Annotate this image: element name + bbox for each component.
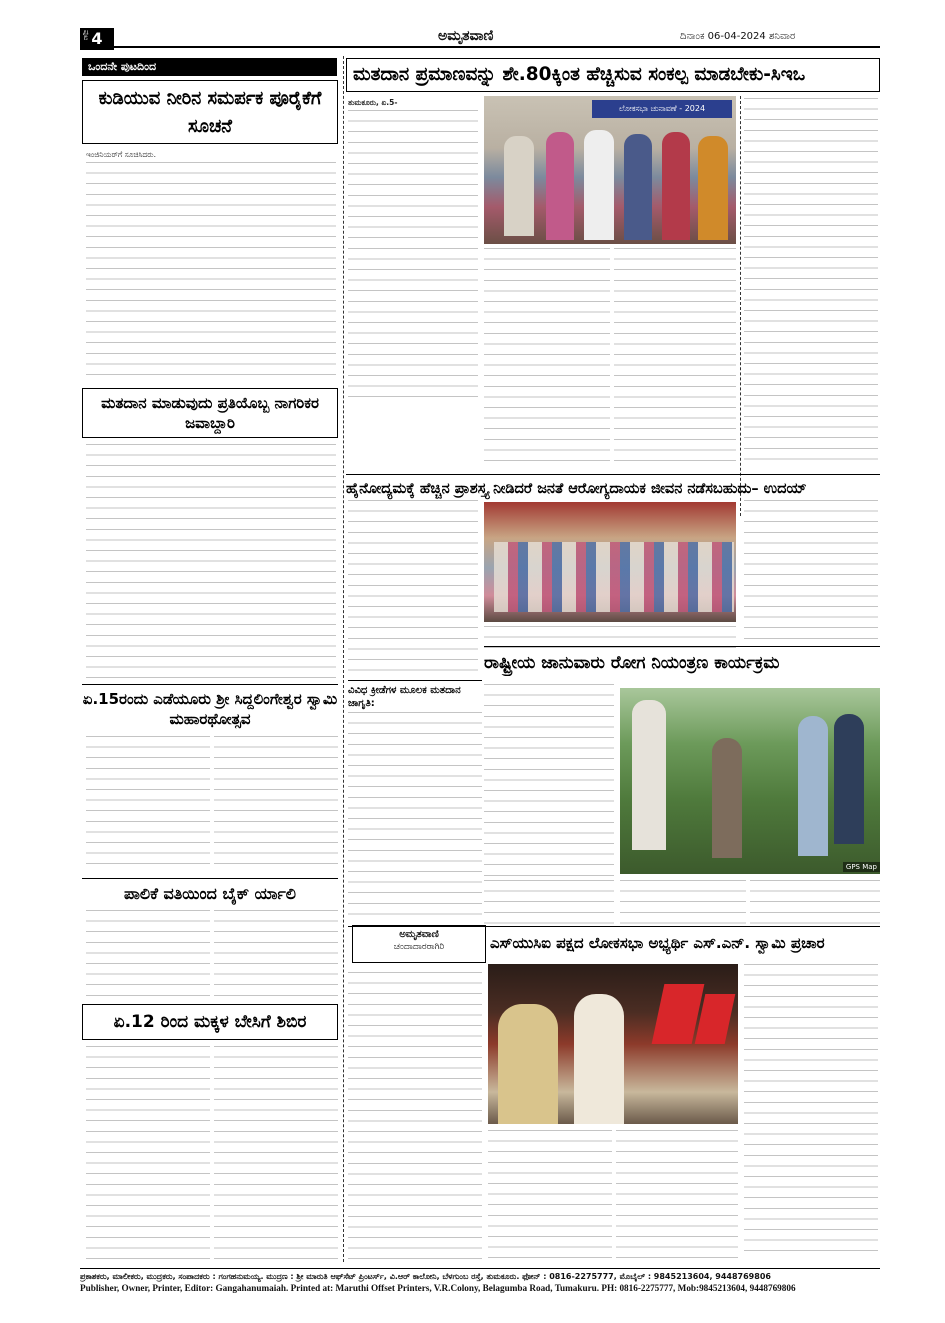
- voting-duty-body: [86, 444, 336, 678]
- person-figure: [834, 714, 864, 844]
- bike-rally-body-col1: [86, 910, 210, 996]
- person-figure: [798, 716, 828, 856]
- page-number: 4: [91, 29, 103, 48]
- column-divider: [343, 56, 344, 1262]
- person-figure: [498, 1004, 558, 1124]
- subscribe-subtitle: ಚಂದಾದಾರರಾಗಿರಿ: [393, 942, 445, 952]
- subscribe-title: ಅಮೃತವಾಣಿ: [399, 929, 439, 940]
- animal-disease-headline: ರಾಷ್ಟ್ರೀಯ ಜಾನುವಾರು ರೋಗ ನಿಯಂತ್ರಣ ಕಾರ್ಯಕ್ರಮ: [484, 653, 780, 673]
- footer-english: Publisher, Owner, Printer, Editor: Gangahanumaiah. Printed at: Maruthi Offset Printers, V.R.Colony, Belagumba Road, Tumakuru. PH: 0816-2275777, Mob:9845213604, 9448769806: [80, 1283, 796, 1293]
- column-divider: [740, 96, 741, 516]
- voting-duty-headline-box: [82, 388, 338, 438]
- water-article-body: [86, 162, 336, 382]
- ceo-article-body-col2: [484, 248, 610, 468]
- siddalingeshwara-body-col2: [214, 736, 338, 866]
- bike-rally-body-col2: [214, 910, 338, 996]
- siddalingeshwara-headline: ಏ.15ರಂದು ಎಡೆಯೂರು ಶ್ರೀ ಸಿದ್ದಲಿಂಗೇಶ್ವರ ಸ್ವಾಮಿ ಮಹಾರಥೋತ್ಸವ: [82, 690, 338, 728]
- sucic-body-col2: [488, 1130, 612, 1260]
- ceo-event-photo: [484, 96, 736, 244]
- sucic-body-col3: [616, 1130, 738, 1260]
- bike-rally-headline: ಪಾಲಿಕೆ ವತಿಯಿಂದ ಬೈಕ್ ರ್ಯಾಲಿ: [124, 884, 296, 903]
- person-figure: [504, 136, 534, 236]
- siddalingeshwara-headline-box: [82, 684, 338, 729]
- summer-camp-headline: ಏ.12 ರಿಂದ ಮಕ್ಕಳ ಬೇಸಿಗೆ ಶಿಬಿರ: [113, 1012, 307, 1032]
- sucic-headline: ಎಸ್‌ಯುಸಿಐ ಪಕ್ಷದ ಲೋಕಸಭಾ ಅಭ್ಯರ್ಥಿ ಎಸ್.ಎನ್. ಸ್ವಾಮಿ ಪ್ರಚಾರ: [490, 934, 825, 952]
- animal-disease-body-col3: [620, 880, 746, 924]
- ceo-article-body-col4: [744, 98, 878, 468]
- sports-awareness-headline: ವಿವಿಧ ಕ್ರೀಡೆಗಳ ಮೂಲಕ ಮತದಾನ ಜಾಗೃತಿ:: [348, 685, 461, 709]
- person-figure: [698, 136, 728, 240]
- person-figure: [574, 994, 624, 1124]
- animal-disease-body-col1: [484, 684, 614, 880]
- bike-rally-headline-box: [82, 878, 338, 905]
- summer-camp-body-col1: [86, 1046, 210, 1260]
- photo-banner: ಲೋಕಸಭಾ ಚುನಾವಣೆ - 2024: [592, 100, 732, 118]
- ceo-article-headline: ಮತದಾನ ಪ್ರಮಾಣವನ್ನು ಶೇ.80ಕ್ಕಿಂತ ಹೆಚ್ಚಿಸುವ ಸಂಕಲ್ಪ ಮಾಡಬೇಕು-ಸಿಇಒ: [353, 64, 806, 85]
- ceo-article-dateline: ತುಮಕೂರು, ಏ.5-: [348, 98, 398, 107]
- dairy-body-col1: [348, 500, 478, 676]
- newspaper-title: ಅಮೃತವಾಣಿ: [438, 28, 494, 44]
- siddalingeshwara-body-col1: [86, 736, 210, 866]
- ceo-article-body-col3: [614, 248, 736, 468]
- sucic-headline-box: [348, 926, 880, 955]
- person-figure: [624, 134, 652, 240]
- crowd-figures: [494, 542, 734, 612]
- water-article-lead: ಇಂಜಿನಿಯರ್‌ಗೆ ಸೂಚಿಸಿದರು.: [86, 150, 156, 159]
- sucic-body-col1: [348, 972, 482, 1260]
- water-article-headline: ಕುಡಿಯುವ ನೀರಿನ ಸಮರ್ಪಕ ಪೂರೈಕೆಗೆ ಸೂಚನೆ: [98, 88, 322, 137]
- animal-disease-headline-box: [484, 646, 880, 676]
- sports-awareness-body: [348, 712, 482, 918]
- issue-date: ದಿನಾಂಕ 06-04-2024 ಶನಿವಾರ: [680, 31, 796, 42]
- ceo-article-body-col1: [348, 110, 478, 406]
- animal-disease-body-col2: [484, 880, 614, 924]
- ceo-article-headline-box: [346, 58, 880, 92]
- sports-awareness-headline-box: [348, 680, 482, 710]
- person-figure: [662, 132, 690, 240]
- footer-kannada: ಪ್ರಕಾಶಕರು, ಮಾಲೀಕರು, ಮುದ್ರಕರು, ಸಂಪಾದಕರು : ಗಂಗಹನುಮಯ್ಯ. ಮುದ್ರಣ : ಶ್ರೀ ಮಾರುತಿ ಆಫ್‌ಸೆಟ್ ಪ್ರಿಂಟರ್ಸ್, ವಿ.ಆರ್ ಕಾಲೋನಿ, ಬೆಳಗುಂಬ ರಸ್ತೆ, ತುಮಕೂರು. ಫೋನ್ : 0816-2275777, ಮೊಬೈಲ್ : 9845213604, 9448769806: [80, 1268, 880, 1282]
- voting-duty-headline: ಮತದಾನ ಮಾಡುವುದು ಪ್ರತಿಯೊಬ್ಬ ನಾಗರಿಕರ ಜವಾಬ್ದಾರಿ: [101, 394, 319, 432]
- section-tag: ಒಂದನೇ ಪುಟದಿಂದ: [82, 58, 337, 76]
- person-figure: [632, 700, 666, 850]
- dairy-body-col3: [744, 500, 878, 640]
- dairy-event-photo: [484, 502, 736, 622]
- person-figure: [712, 738, 742, 858]
- campaign-photo: [488, 964, 738, 1124]
- dairy-headline-box: [346, 474, 880, 500]
- person-figure: [546, 132, 574, 240]
- summer-camp-body-col2: [214, 1046, 338, 1260]
- page-prefix: ಪುಟ: [82, 30, 90, 41]
- water-article-headline-box: [82, 80, 338, 144]
- dairy-headline: ಹೈನೋದ್ಯಮಕ್ಕೆ ಹೆಚ್ಚಿನ ಪ್ರಾಶಸ್ತ್ಯ ನೀಡಿದರೆ ಜನತೆ ಆರೋಗ್ಯದಾಯಕ ಜೀವನ ನಡೆಸಬಹುದು– ಉದಯ್: [346, 481, 807, 497]
- red-flag: [695, 994, 736, 1044]
- field-visit-photo: [620, 688, 880, 874]
- sucic-body-col4: [744, 964, 878, 1260]
- gps-map-tag: GPS Map: [843, 862, 880, 872]
- summer-camp-headline-box: [82, 1004, 338, 1040]
- person-figure: [584, 130, 614, 240]
- animal-disease-body-col4: [750, 880, 880, 924]
